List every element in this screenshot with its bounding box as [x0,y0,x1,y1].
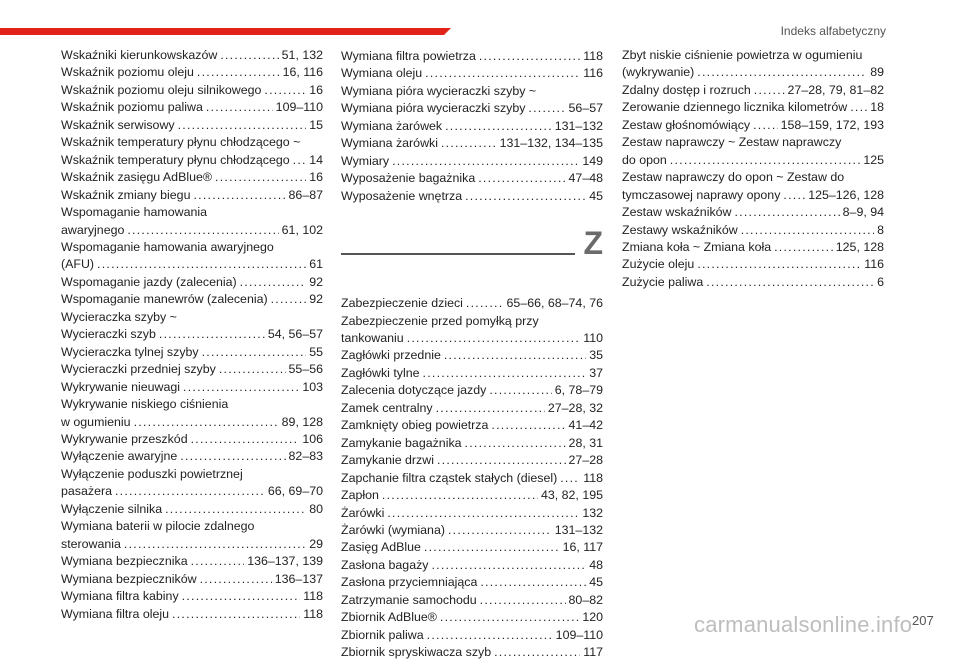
index-entry: Wycieraczka tylnej szyby . . . 55 [61,344,323,361]
index-entry: Wskaźnik poziomu oleju . . . 16, 116 [61,64,323,81]
index-entry-line: Wskaźnik temperatury płynu chłodzącego ~ [61,135,301,150]
index-entry: Zdalny dostęp i rozruch . . . 27–28, 79, 81–82 [622,82,884,99]
index-entry: Zmiana koła ~ Zmiana koła . . . 125, 128 [622,239,884,256]
index-entry: Wymiana bezpieczników . . . 136–137 [61,571,323,588]
index-entry: Wskaźnik zasięgu AdBlue® . . . 16 [61,169,323,186]
index-entry: Zalecenia dotyczące jazdy . . . 6, 78–79 [341,382,603,399]
index-column-3 [622,47,884,291]
index-entry: (wykrywanie) . . . 89 [622,64,884,81]
index-entry: awaryjnego . . . 61, 102 [61,222,323,239]
index-entry: Zestaw głośnomówiący . . . 158–159, 172, 193 [622,117,884,134]
index-entry: Wymiana filtra kabiny . . . 118 [61,588,323,605]
index-entry: Wskaźnik temperatury płynu chłodzącego . . . 14 [61,152,323,169]
index-entry: Zestaw wskaźników . . . 8–9, 94 [622,204,884,221]
index-entry: Zamykanie bagażnika . . . 28, 31 [341,435,603,452]
index-entry: Wymiary . . . 149 [341,153,603,170]
index-entry-line: Zbyt niskie ciśnienie powietrza w ogumieniu [622,48,863,62]
page-number: 207 [912,613,934,628]
index-entry: Wymiana żarówek . . . 131–132 [341,118,603,135]
index-entry: Wyposażenie bagażnika . . . 47–48 [341,170,603,187]
index-entry: pasażera . . . 66, 69–70 [61,483,323,500]
index-entry: Wycieraczki przedniej szyby . . . 55–56 [61,361,323,378]
index-entry-line: Wymiana pióra wycieraczki szyby ~ [341,83,537,98]
index-entry: Wskaźnik poziomu oleju silnikowego . . . 16 [61,82,323,99]
index-entry: Zasięg AdBlue . . . 16, 117 [341,539,603,556]
index-column-2 [341,48,603,662]
watermark: carmanualsonline.info [694,612,913,637]
index-entry-line: Zestaw naprawczy do opon ~ Zestaw do [622,170,845,185]
index-entry: Zatrzymanie samochodu . . . 80–82 [341,592,603,609]
index-entry: Żarówki (wymiana) . . . 131–132 [341,522,603,539]
index-entry: Zasłona przyciemniająca . . . 45 [341,574,603,591]
index-entry: Zużycie oleju . . . 116 [622,256,884,273]
index-entry: Wspomaganie manewrów (zalecenia) . . . 92 [61,291,323,308]
index-entry: Wykrywanie nieuwagi . . . 103 [61,379,323,396]
index-entry: Wymiana pióra wycieraczki szyby . . . 56–57 [341,100,603,117]
index-entry: Wskaźnik poziomu paliwa . . . 109–110 [61,99,323,116]
index-entry: Wymiana żarówki . . . 131–132, 134–135 [341,135,603,152]
index-entry: tankowaniu . . . 110 [341,330,603,347]
red-accent-bar [0,28,444,35]
index-entry: sterowania . . . 29 [61,536,323,553]
index-entry: Wyłączenie awaryjne . . . 82–83 [61,448,323,465]
index-entry: Zestawy wskaźników . . . 8 [622,222,884,239]
index-entry: Żarówki . . . 132 [341,505,603,522]
index-entry: Wskaźnik serwisowy . . . 15 [61,117,323,134]
index-entry-line: Wymiana baterii w pilocie zdalnego [61,519,255,534]
index-entry: Zapłon . . . 43, 82, 195 [341,487,603,504]
index-entry-line: Wspomaganie hamowania awaryjnego [61,239,274,254]
index-entry: Zbiornik AdBlue® . . . 120 [341,609,603,626]
index-entry: tymczasowej naprawy opony . . . 125–126, 128 [622,187,884,204]
section-letter: Z [583,225,603,262]
index-entry: Wycieraczki szyb . . . 54, 56–57 [61,326,323,343]
index-entry: Wymiana bezpiecznika . . . 136–137, 139 [61,553,323,570]
index-entry: Zasłona bagaży . . . 48 [341,557,603,574]
index-entry: Wspomaganie jazdy (zalecenia) . . . 92 [61,274,323,291]
index-entry: Wymiana oleju . . . 116 [341,65,603,82]
index-entry-line: Wycieraczka szyby ~ [61,309,177,324]
section-title: Indeks alfabetyczny [780,24,886,38]
index-entry: Wymiana filtra powietrza . . . 118 [341,48,603,65]
index-entry: Zbiornik spryskiwacza szyb . . . 117 [341,644,603,661]
index-entry-line: Wykrywanie niskiego ciśnienia [61,397,229,412]
index-entry: (AFU) . . . 61 [61,256,323,273]
index-entry: Wyposażenie wnętrza . . . 45 [341,188,603,205]
index-entry: Wyłączenie silnika . . . 80 [61,501,323,518]
index-entry: Wykrywanie przeszkód . . . 106 [61,431,323,448]
index-column-1 [61,47,323,623]
index-entry: Zabezpieczenie dzieci . . . 65–66, 68–74, 76 [341,295,603,312]
index-entry: Wymiana filtra oleju . . . 118 [61,606,323,623]
index-entry: Zagłówki przednie . . . 35 [341,347,603,364]
index-entry: Zagłówki tylne . . . 37 [341,365,603,382]
index-entry-line: Wyłączenie poduszki powietrznej [61,466,243,481]
index-entry: Wskaźnik zmiany biegu . . . 86–87 [61,187,323,204]
index-entry: Zamykanie drzwi . . . 27–28 [341,452,603,469]
index-entry-line: Zestaw naprawczy ~ Zestaw naprawczy [622,135,842,150]
index-entry: Zamknięty obieg powietrza . . . 41–42 [341,417,603,434]
letter-divider-line [341,253,575,255]
letter-section-header [341,225,603,283]
index-entry: Wskaźniki kierunkowskazów . . . 51, 132 [61,47,323,64]
index-entry-line: Wspomaganie hamowania [61,205,208,220]
index-entry: do opon . . . 125 [622,152,884,169]
index-entry: Zbiornik paliwa . . . 109–110 [341,627,603,644]
index-entry: Zużycie paliwa . . . 6 [622,274,884,291]
index-entry: Zamek centralny . . . 27–28, 32 [341,400,603,417]
index-entry: Zapchanie filtra cząstek stałych (diesel) . . . 118 [341,470,603,487]
index-entry: Zerowanie dziennego licznika kilometrów . . . 18 [622,99,884,116]
index-entry: w ogumieniu . . . 89, 128 [61,414,323,431]
index-entry-line: Zabezpieczenie przed pomyłką przy [341,313,539,328]
